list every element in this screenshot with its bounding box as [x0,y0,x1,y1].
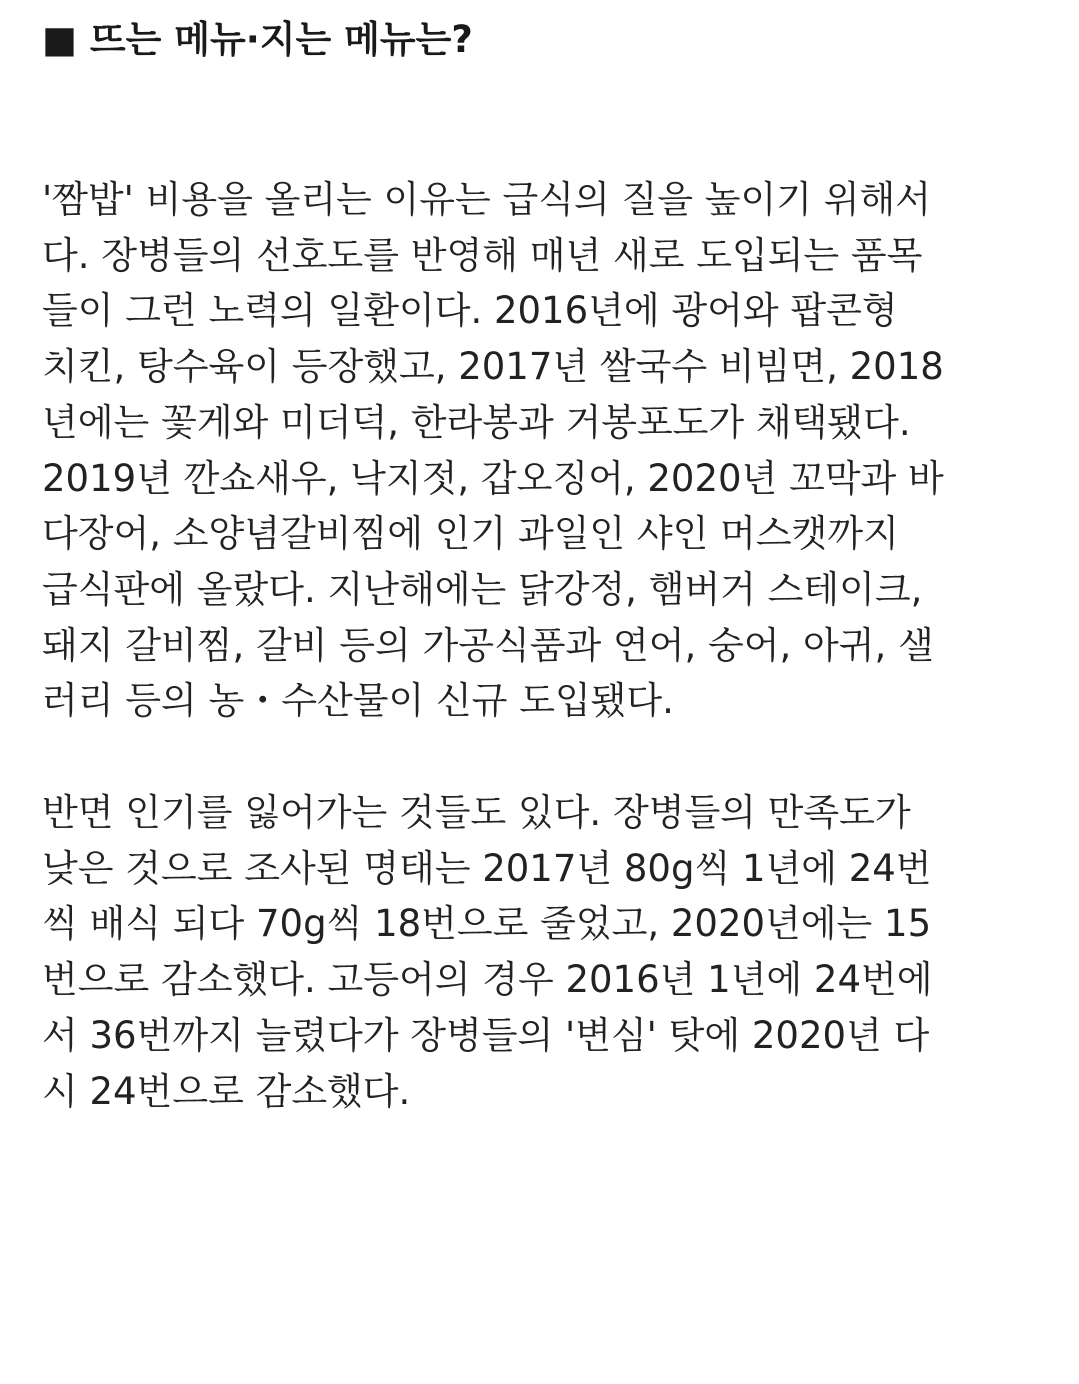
paragraph-2 [42,785,1042,1119]
text-line: 급식판에 올랐다. 지난해에는 닭강정, 햄버거 스테이크, [42,567,923,611]
text-line: 씩 배식 되다 70g씩 18번으로 줄었고, 2020년에는 15 [42,902,932,946]
text-line: 년에는 꽃게와 미더덕, 한라봉과 거봉포도가 채택됐다. [42,400,911,444]
text-line: 들이 그런 노력의 일환이다. 2016년에 광어와 팝콘형 [42,289,898,333]
text-line: 서 36번까지 늘렸다가 장병들의 '변심' 탓에 2020년 다 [42,1013,930,1057]
text-line: 낮은 것으로 조사된 명태는 2017년 80g씩 1년에 24번 [42,846,932,890]
text-line: 돼지 갈비찜, 갈비 등의 가공식품과 연어, 숭어, 아귀, 샐 [42,623,934,667]
section-heading: ■ 뜨는 메뉴·지는 메뉴는? [42,18,473,61]
text-line: 시 24번으로 감소했다. [42,1069,411,1113]
text-line: 번으로 감소했다. 고등어의 경우 2016년 1년에 24번에 [42,958,933,1002]
paragraph-1 [42,172,1042,729]
article-body [42,0,1042,1119]
text-line: '짬밥' 비용을 올리는 이유는 급식의 질을 높이기 위해서 [42,178,931,221]
text-line: 다. 장병들의 선호도를 반영해 매년 새로 도입되는 품목 [42,233,923,277]
text-line: 2019년 깐쇼새우, 낙지젓, 갑오징어, 2020년 꼬막과 바 [42,456,944,500]
text-line: 치킨, 탕수육이 등장했고, 2017년 쌀국수 비빔면, 2018 [42,345,944,389]
text-line: 다장어, 소양념갈비찜에 인기 과일인 샤인 머스캣까지 [42,512,899,556]
text-line: 러리 등의 농・수산물이 신규 도입됐다. [42,679,674,723]
text-line: 반면 인기를 잃어가는 것들도 있다. 장병들의 만족도가 [42,791,911,835]
